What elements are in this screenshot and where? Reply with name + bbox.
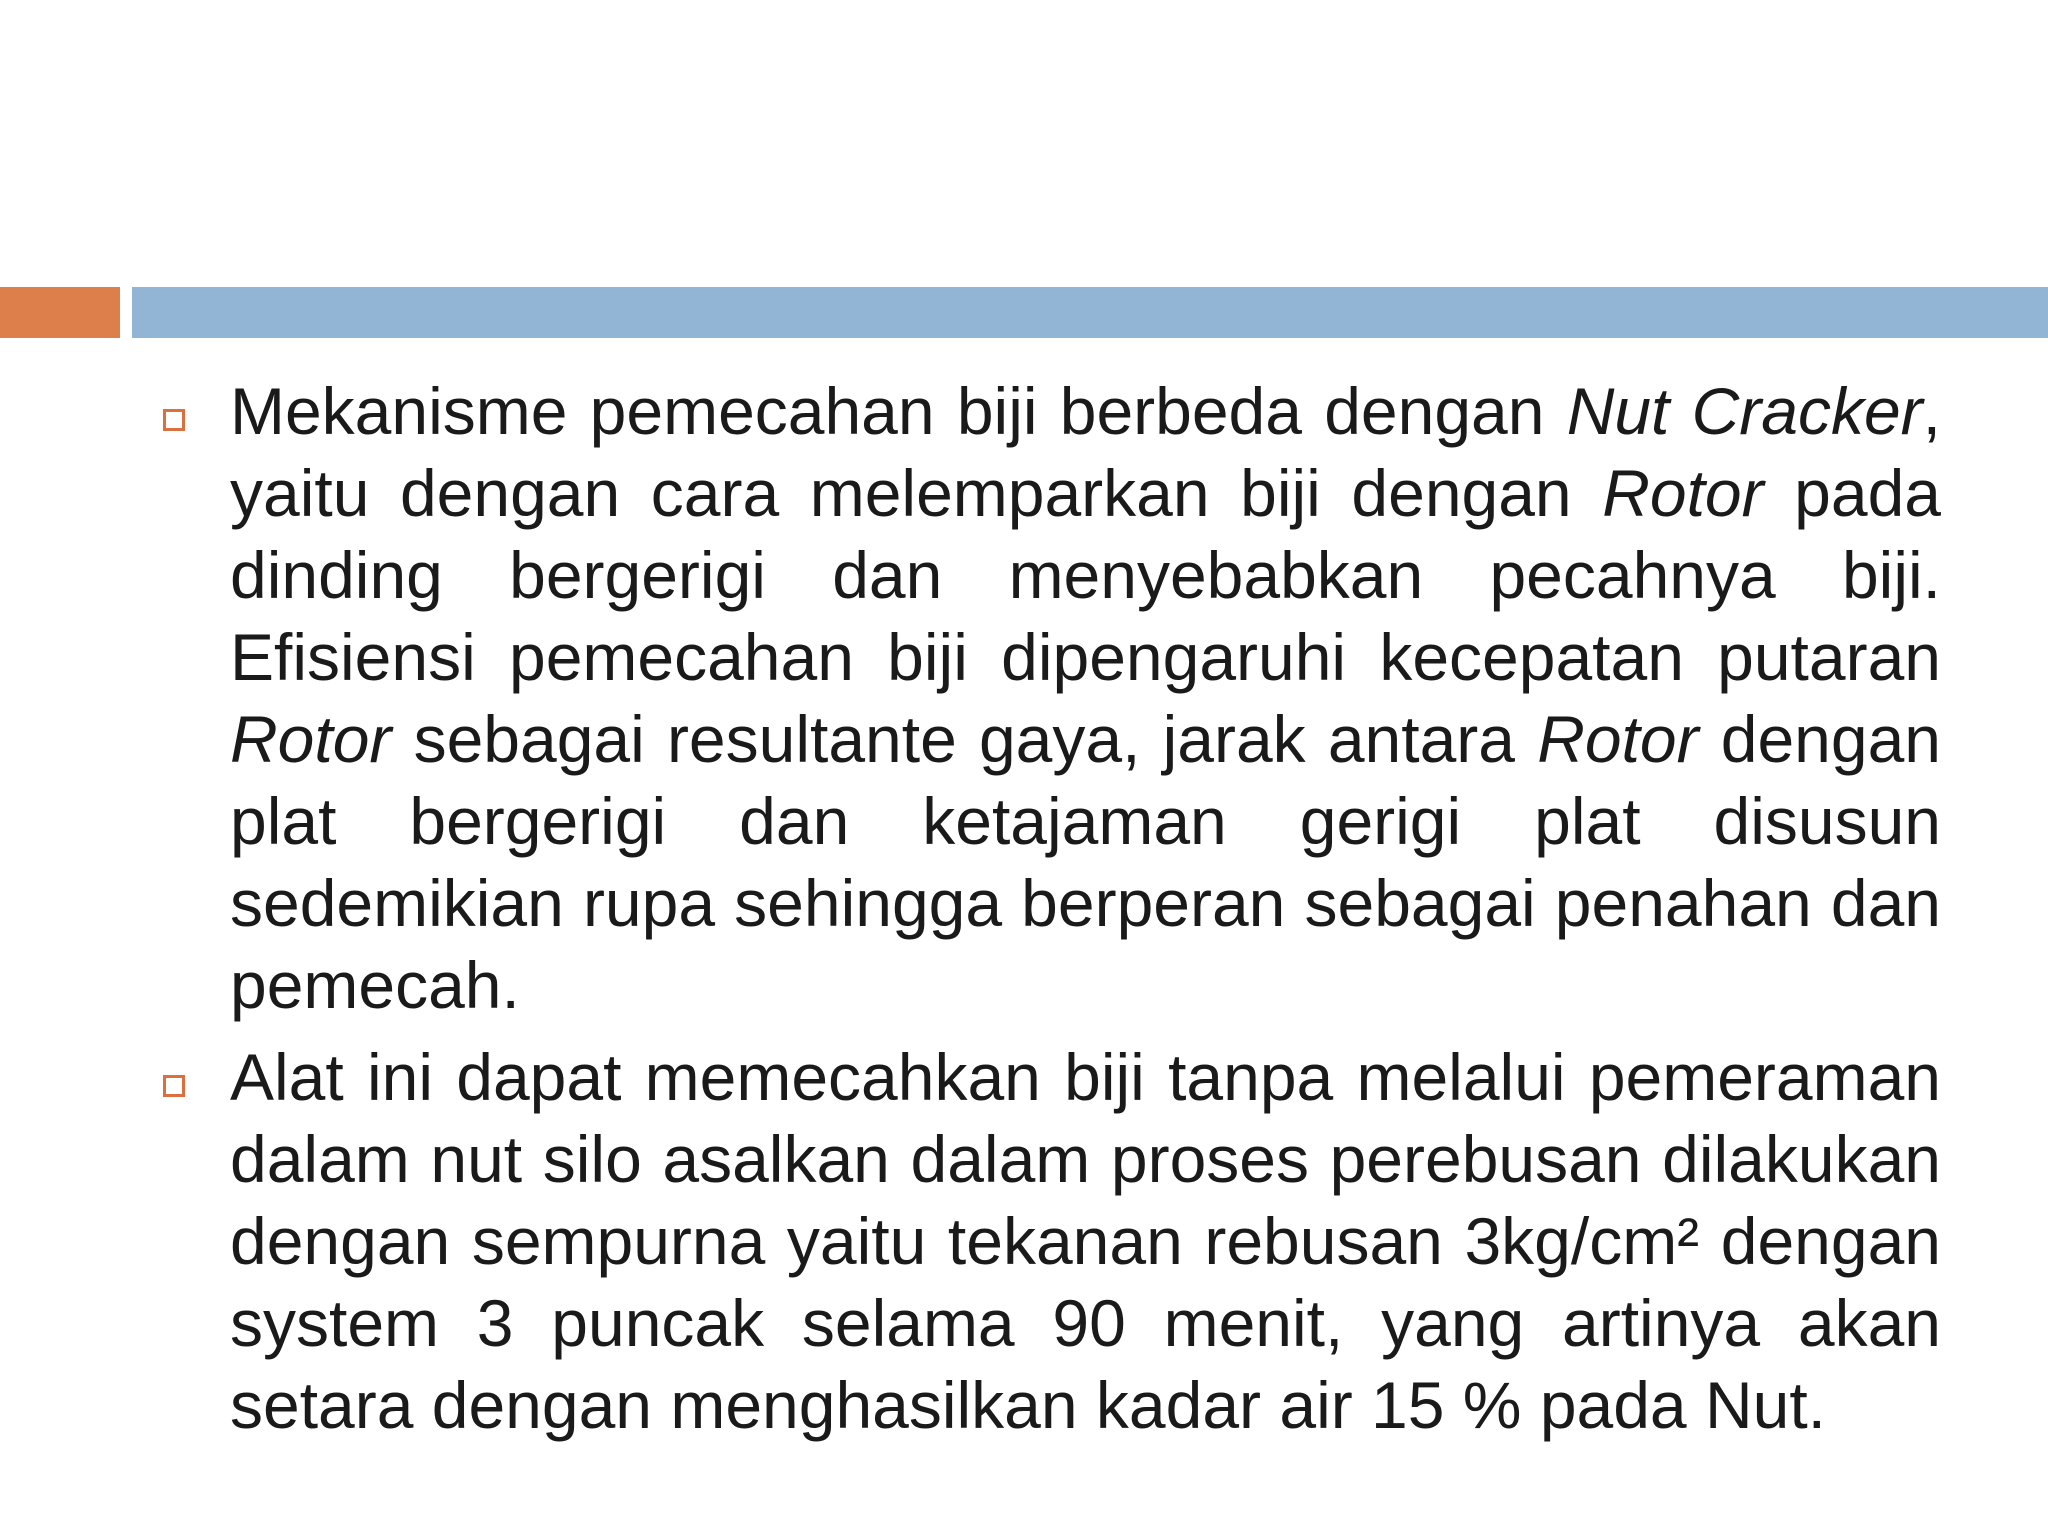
- italic-term: Rotor: [1602, 456, 1764, 530]
- text-segment: Alat ini dapat memecahkan biji tanpa melalui pemeraman dalam nut silo asalkan dalam proses perebusan dilakukan dengan sempurna yaitu tekanan rebusan 3kg/cm² dengan system 3 puncak selama 90 menit, yang artinya akan setara dengan menghasilkan kadar air 15 % pada Nut.: [230, 1040, 1941, 1442]
- bullet-item: [155, 1036, 1941, 1446]
- bullet-text: [230, 370, 1941, 1026]
- text-segment: dengan plat bergerigi dan ketajaman gerigi plat disusun sedemikian rupa sehingga berperan sebagai penahan dan pemecah.: [230, 702, 1941, 1022]
- header-accent-bar-orange: [0, 287, 120, 338]
- text-segment: sebagai resultante gaya, jarak antara: [391, 702, 1538, 776]
- italic-term: Rotor: [230, 702, 392, 776]
- header-accent-bar-blue: [132, 287, 2048, 338]
- text-segment: pada dinding bergerigi dan menyebabkan pecahnya biji. Efisiensi pemecahan biji dipengaruhi kecepatan putaran: [230, 456, 1942, 694]
- text-segment: Mekanisme pemecahan biji berbeda dengan: [230, 374, 1567, 448]
- italic-term: Rotor: [1537, 702, 1699, 776]
- italic-term: Nut Cracker: [1566, 374, 1923, 448]
- bullet-item: [155, 370, 1941, 1026]
- bullet-text: [230, 1036, 1941, 1446]
- text-segment: , yaitu dengan cara melemparkan biji dengan: [230, 374, 1942, 530]
- square-bullet-icon: [163, 409, 185, 431]
- slide-content: [155, 370, 1941, 1456]
- square-bullet-icon: [163, 1075, 185, 1097]
